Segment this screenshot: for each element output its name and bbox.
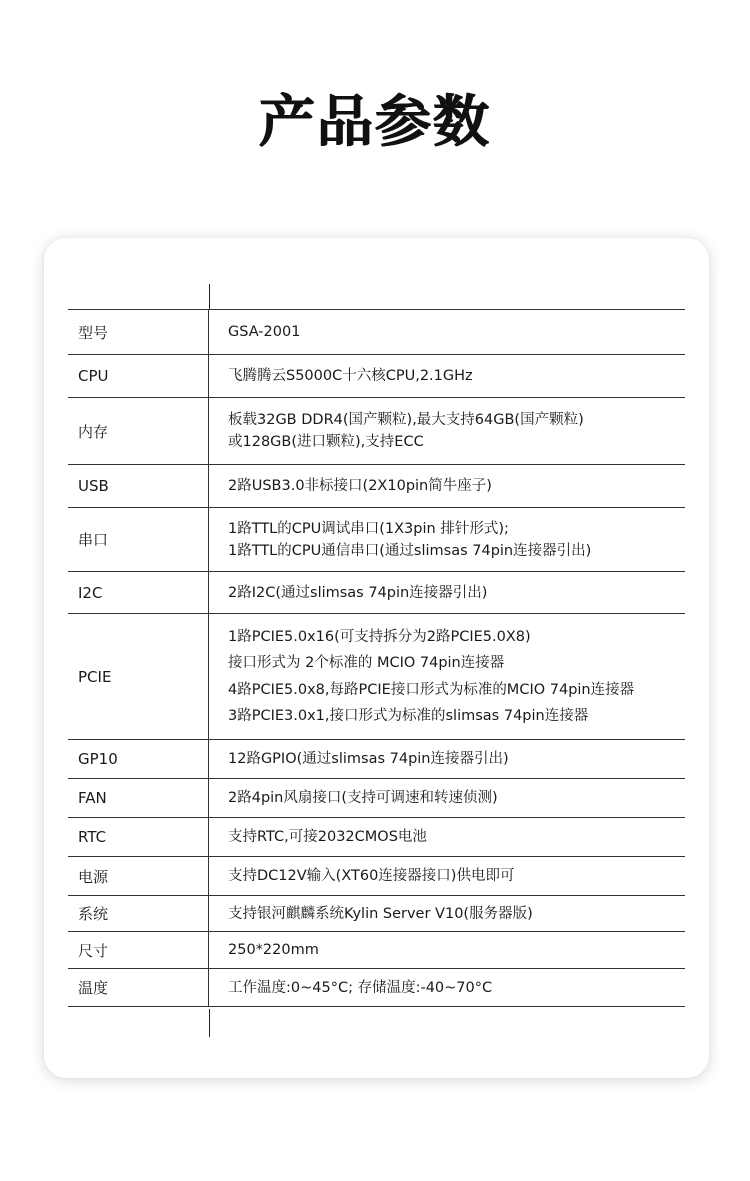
spec-value: [209, 779, 685, 817]
spec-value: [209, 310, 685, 354]
spec-label: CPU: [68, 355, 209, 397]
table-divider-top: [209, 284, 210, 309]
spec-value: [209, 355, 685, 397]
spec-value: [209, 969, 685, 1006]
spec-value: [209, 572, 685, 613]
spec-value-line: 支持银河麒麟系统Kylin Server V10(服务器版): [228, 905, 533, 922]
spec-row: [68, 397, 685, 464]
spec-value-line: 4路PCIE5.0x8,每路PCIE接口形式为标准的MCIO 74pin连接器: [228, 681, 635, 698]
spec-value-line: 2路USB3.0非标接口(2X10pin简牛座子): [228, 478, 492, 494]
spec-value-line: 支持RTC,可接2032CMOS电池: [228, 829, 427, 845]
spec-row: [68, 613, 685, 739]
spec-label: 电源: [68, 857, 209, 895]
spec-table: [68, 309, 685, 1007]
spec-value-line: 12路GPIO(通过slimsas 74pin连接器引出): [228, 751, 509, 767]
spec-value-line: 1路PCIE5.0x16(可支持拆分为2路PCIE5.0X8): [228, 628, 531, 645]
spec-label: 尺寸: [68, 932, 209, 968]
spec-row: [68, 354, 685, 397]
spec-value-line: 支持DC12V输入(XT60连接器接口)供电即可: [228, 868, 515, 884]
spec-label: FAN: [68, 779, 209, 817]
spec-value-line: 工作温度:0~45°C; 存储温度:-40~70°C: [228, 979, 493, 996]
spec-row: [68, 778, 685, 817]
spec-value: [209, 465, 685, 507]
spec-row: [68, 895, 685, 931]
spec-value: [209, 508, 685, 571]
spec-row: [68, 571, 685, 613]
spec-label: I2C: [68, 572, 209, 613]
spec-value-line: GSA-2001: [228, 324, 301, 340]
spec-value: [209, 932, 685, 968]
page-title: 产品参数: [259, 90, 491, 155]
spec-value: [209, 896, 685, 931]
spec-label: 串口: [68, 508, 209, 571]
spec-label: 内存: [68, 398, 209, 464]
spec-row: [68, 817, 685, 856]
spec-label: PCIE: [68, 614, 209, 739]
spec-value-line: 1路TTL的CPU通信串口(通过slimsas 74pin连接器引出): [228, 542, 592, 559]
spec-row: [68, 739, 685, 778]
spec-value: [209, 740, 685, 778]
table-divider-bottom: [209, 1009, 210, 1037]
spec-value-line: 3路PCIE3.0x1,接口形式为标准的slimsas 74pin连接器: [228, 708, 589, 724]
spec-value-line: 或128GB(进口颗粒),支持ECC: [228, 434, 424, 450]
spec-row: [68, 856, 685, 895]
spec-label: 温度: [68, 969, 209, 1006]
spec-row: [68, 931, 685, 968]
spec-label: 型号: [68, 310, 209, 354]
spec-row: [68, 309, 685, 354]
spec-value: [209, 857, 685, 895]
spec-row: [68, 968, 685, 1007]
spec-value-line: 飞腾腾云S5000C十六核CPU,2.1GHz: [228, 368, 473, 384]
spec-label: USB: [68, 465, 209, 507]
spec-row: [68, 507, 685, 571]
spec-value: [209, 398, 685, 464]
spec-value-line: 2路I2C(通过slimsas 74pin连接器引出): [228, 584, 488, 601]
spec-value-line: 1路TTL的CPU调试串口(1X3pin 排针形式);: [228, 520, 509, 537]
spec-value: [209, 818, 685, 856]
spec-label: RTC: [68, 818, 209, 856]
spec-value-line: 板载32GB DDR4(国产颗粒),最大支持64GB(国产颗粒): [228, 412, 584, 428]
spec-value-line: 接口形式为 2个标准的 MCIO 74pin连接器: [228, 655, 505, 671]
spec-value-line: 250*220mm: [228, 942, 319, 958]
spec-value-line: 2路4pin风扇接口(支持可调速和转速侦测): [228, 790, 498, 806]
spec-value: [209, 614, 685, 739]
spec-row: [68, 464, 685, 507]
spec-label: 系统: [68, 896, 209, 931]
spec-label: GP10: [68, 740, 209, 778]
